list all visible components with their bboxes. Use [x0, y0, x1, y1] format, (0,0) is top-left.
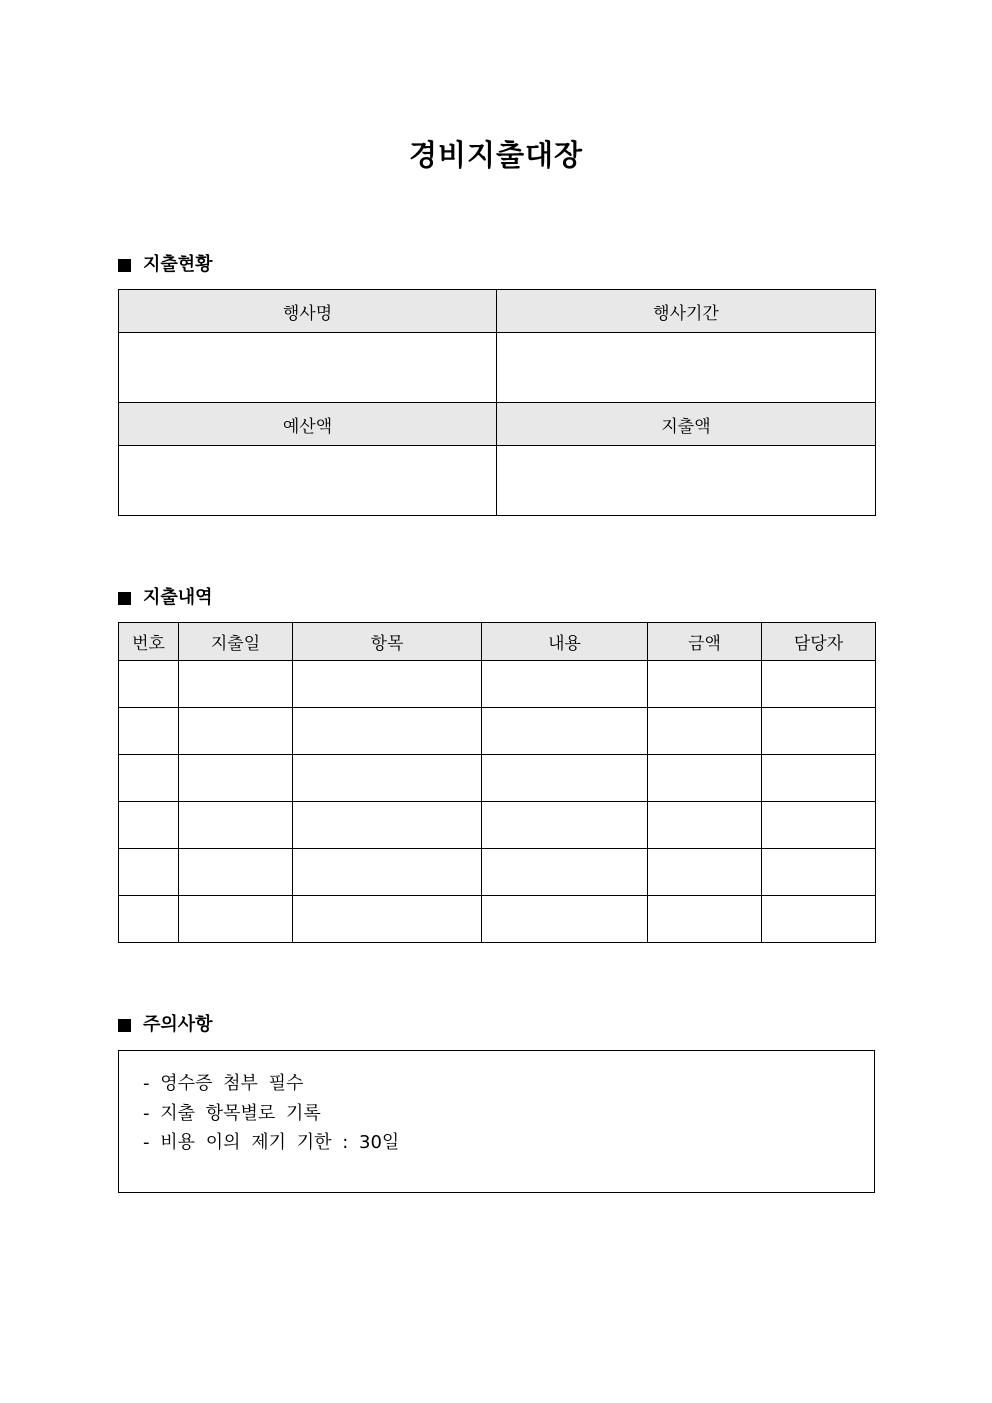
cell-date[interactable]: [179, 661, 293, 708]
cell-date[interactable]: [179, 802, 293, 849]
cell-amount[interactable]: [648, 755, 762, 802]
section-heading-details-label: 지출내역: [143, 587, 213, 608]
cell-content[interactable]: [482, 755, 648, 802]
cell-amount[interactable]: [648, 708, 762, 755]
document-title: 경비지출대장: [408, 138, 584, 172]
column-header-date: 지출일: [179, 623, 293, 661]
note-item: - 비용 이의 제기 기한 : 30일: [143, 1132, 400, 1153]
section-heading-notes: [118, 1012, 213, 1038]
cell-amount[interactable]: [648, 802, 762, 849]
cell-item[interactable]: [293, 896, 482, 943]
event-name-label: 행사명: [119, 290, 497, 333]
detail-table: [118, 622, 876, 943]
event-period-label: 행사기간: [497, 290, 876, 333]
cell-manager[interactable]: [762, 755, 876, 802]
table-row: [119, 661, 876, 708]
cell-manager[interactable]: [762, 708, 876, 755]
summary-header-row: [119, 403, 876, 446]
section-heading-details: [118, 585, 213, 611]
summary-value-row: [119, 446, 876, 516]
notes-box: [118, 1050, 875, 1193]
square-bullet-icon: [118, 592, 131, 605]
cell-item[interactable]: [293, 802, 482, 849]
column-header-number: 번호: [119, 623, 179, 661]
event-name-field[interactable]: [119, 333, 497, 403]
cell-number[interactable]: [119, 802, 179, 849]
notes-list: [119, 1051, 874, 1158]
column-header-manager: 담당자: [762, 623, 876, 661]
section-heading-summary: [118, 252, 213, 278]
cell-manager[interactable]: [762, 802, 876, 849]
table-row: [119, 755, 876, 802]
cell-number[interactable]: [119, 708, 179, 755]
cell-content[interactable]: [482, 896, 648, 943]
expense-label: 지출액: [497, 403, 876, 446]
cell-amount[interactable]: [648, 849, 762, 896]
cell-date[interactable]: [179, 849, 293, 896]
cell-number[interactable]: [119, 896, 179, 943]
cell-content[interactable]: [482, 708, 648, 755]
table-row: [119, 896, 876, 943]
cell-content[interactable]: [482, 661, 648, 708]
column-header-content: 내용: [482, 623, 648, 661]
square-bullet-icon: [118, 259, 131, 272]
cell-date[interactable]: [179, 708, 293, 755]
table-row: [119, 849, 876, 896]
cell-date[interactable]: [179, 755, 293, 802]
cell-item[interactable]: [293, 849, 482, 896]
cell-manager[interactable]: [762, 661, 876, 708]
cell-manager[interactable]: [762, 896, 876, 943]
cell-amount[interactable]: [648, 661, 762, 708]
summary-header-row: [119, 290, 876, 333]
square-bullet-icon: [118, 1019, 131, 1032]
cell-number[interactable]: [119, 661, 179, 708]
column-header-amount: 금액: [648, 623, 762, 661]
detail-header-row: [119, 623, 876, 661]
cell-content[interactable]: [482, 849, 648, 896]
expense-field[interactable]: [497, 446, 876, 516]
cell-number[interactable]: [119, 849, 179, 896]
cell-item[interactable]: [293, 708, 482, 755]
section-heading-summary-label: 지출현황: [143, 254, 213, 275]
section-heading-notes-label: 주의사항: [143, 1014, 213, 1035]
table-row: [119, 708, 876, 755]
event-period-field[interactable]: [497, 333, 876, 403]
budget-label: 예산액: [119, 403, 497, 446]
cell-content[interactable]: [482, 802, 648, 849]
cell-amount[interactable]: [648, 896, 762, 943]
cell-manager[interactable]: [762, 849, 876, 896]
summary-table: [118, 289, 876, 516]
cell-date[interactable]: [179, 896, 293, 943]
table-row: [119, 802, 876, 849]
budget-field[interactable]: [119, 446, 497, 516]
note-item: - 지출 항목별로 기록: [143, 1102, 321, 1124]
note-item: - 영수증 첨부 필수: [143, 1073, 304, 1094]
cell-number[interactable]: [119, 755, 179, 802]
column-header-item: 항목: [293, 623, 482, 661]
cell-item[interactable]: [293, 661, 482, 708]
cell-item[interactable]: [293, 755, 482, 802]
summary-value-row: [119, 333, 876, 403]
